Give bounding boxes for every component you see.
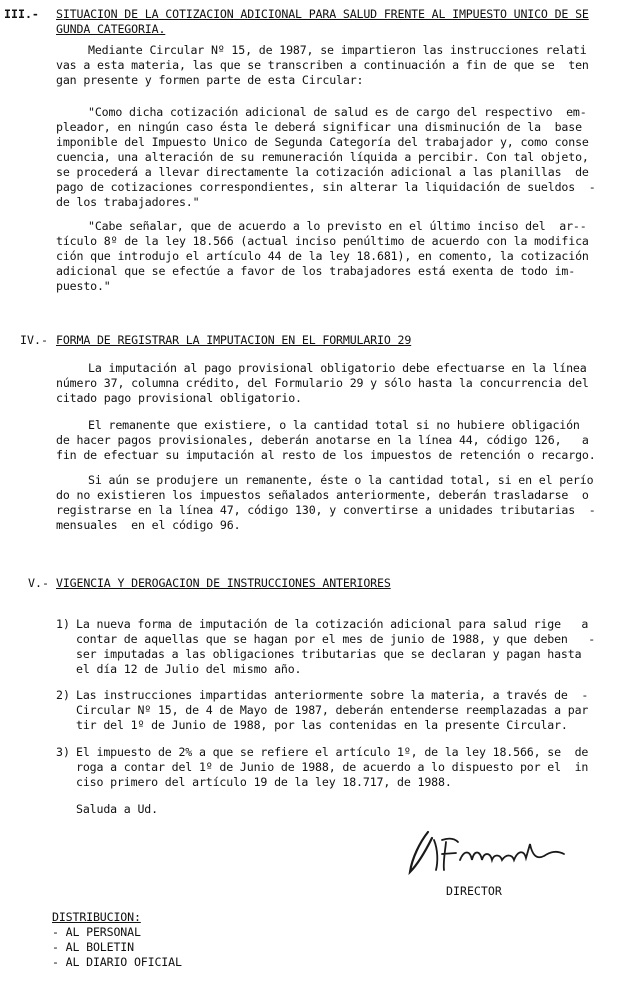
quote-line: se procederá a llevar directamente la cotización adicional a las planillas de <box>56 165 589 179</box>
section-3-quote-1 <box>56 105 596 210</box>
greeting-text: Saluda a Ud. <box>76 802 158 816</box>
list-item-line: ser imputadas a las obligaciones tributarias que se declaran y pagan hasta <box>76 647 582 661</box>
section-4-numeral: IV.- <box>20 333 48 347</box>
quote-line: pleador, en ningún caso ésta le deberá significar una disminución de la base <box>56 120 582 134</box>
paragraph-line: Si aún se produjere un remanente, éste o la cantidad total, si en el perío <box>88 473 594 487</box>
quote-line: imponible del Impuesto Unico de Segunda Categoría del trabajador y, como conse <box>56 135 589 149</box>
section-5-heading <box>56 576 391 591</box>
paragraph-line: El remanente que existiere, o la cantidad total si no hubiere obligación <box>88 418 580 432</box>
section-3-numeral: III.- <box>4 7 39 21</box>
signatory-title: DIRECTOR <box>446 884 502 898</box>
section-4-paragraph-2 <box>56 418 596 463</box>
paragraph-line: de hacer pagos provisionales, deberán anotarse en la línea 44, código 126, a <box>56 433 589 447</box>
list-item-line: roga a contar del 1º de Junio de 1988, de acuerdo a lo dispuesto por el in <box>76 760 589 774</box>
distribution-item: - AL BOLETIN <box>52 940 134 954</box>
list-item-line: el día 12 de Julio del mismo año. <box>76 662 302 676</box>
section-3-heading <box>56 7 589 37</box>
list-item <box>76 745 588 790</box>
quote-line: de los trabajadores." <box>56 195 200 209</box>
section-3-heading-line: GUNDA CATEGORIA. <box>56 22 166 36</box>
paragraph-line: gan presente y formen parte de esta Circular: <box>56 73 364 87</box>
quote-line: pago de cotizaciones correspondientes, sin alterar la liquidación de sueldos - <box>56 180 596 194</box>
section-4-heading-line: FORMA DE REGISTRAR LA IMPUTACION EN EL FORMULARIO 29 <box>56 333 412 347</box>
quote-line: tículo 8º de la ley 18.566 (actual inciso penúltimo de acuerdo con la modifica <box>56 234 589 248</box>
list-item-line: tir del 1º de Junio de 1988, por las contenidas en la presente Circular. <box>76 718 568 732</box>
list-item-line: El impuesto de 2% a que se refiere el artículo 1º, de la ley 18.566, se de <box>76 745 589 759</box>
paragraph-line: Mediante Circular Nº 15, de 1987, se impartieron las instrucciones relati <box>88 43 587 57</box>
paragraph-line: fin de efectuar su imputación al resto de los impuestos de retención o recargo. <box>56 448 596 462</box>
paragraph-line: número 37, columna crédito, del Formulario 29 y sólo hasta la concurrencia del <box>56 376 589 390</box>
section-4-paragraph-3 <box>56 473 596 533</box>
quote-line: puesto." <box>56 279 111 293</box>
quote-line: cuencia, una alteración de su remuneración líquida a percibir. Con tal objeto, <box>56 150 589 164</box>
list-item <box>76 617 595 677</box>
section-3-paragraph-1 <box>56 43 589 88</box>
list-item-line: Circular Nº 15, de 4 de Mayo de 1987, deberán entenderse reemplazadas a par <box>76 703 589 717</box>
paragraph-line: mensuales en el código 96. <box>56 518 241 532</box>
list-item-number: 1) <box>56 617 70 631</box>
distribution-item: - AL DIARIO OFICIAL <box>52 955 182 969</box>
section-4-heading <box>56 333 411 348</box>
list-item-line: Las instrucciones impartidas anteriormente sobre la materia, a través de - <box>76 688 589 702</box>
distribution-item: - AL PERSONAL <box>52 925 141 939</box>
list-item-number: 3) <box>56 745 70 759</box>
quote-line: ción que introdujo el artículo 44 de la ley 18.681), en comento, la cotización <box>56 249 589 263</box>
list-item-line: La nueva forma de imputación de la cotización adicional para salud rige a <box>76 617 589 631</box>
distribution-list <box>52 910 182 970</box>
handwritten-signature <box>398 820 578 880</box>
paragraph-line: do no existieren los impuestos señalados anteriormente, deberán trasladarse o <box>56 488 589 502</box>
list-item-number: 2) <box>56 688 70 702</box>
section-3-quote-2 <box>56 219 589 294</box>
section-5-heading-line: VIGENCIA Y DEROGACION DE INSTRUCCIONES ANTERIORES <box>56 576 391 590</box>
quote-line: adicional que se efectúe a favor de los trabajadores está exenta de todo im- <box>56 264 576 278</box>
paragraph-line: vas a esta materia, las que se transcriben a continuación a fin de que se ten <box>56 58 589 72</box>
distribution-heading: DISTRIBUCION: <box>52 910 141 924</box>
section-4-paragraph-1 <box>56 361 589 406</box>
list-item-line: ciso primero del artículo 19 de la ley 18.717, de 1988. <box>76 775 452 789</box>
paragraph-line: citado pago provisional obligatorio. <box>56 391 302 405</box>
quote-line: "Cabe señalar, que de acuerdo a lo previsto en el último inciso del ar-- <box>88 219 587 233</box>
paragraph-line: registrarse en la línea 47, código 130, y convertirse a unidades tributarias - <box>56 503 596 517</box>
quote-line: "Como dicha cotización adicional de salud es de cargo del respectivo em- <box>88 105 587 119</box>
list-item-line: contar de aquellas que se hagan por el mes de junio de 1988, y que deben - <box>76 632 596 646</box>
closing-greeting <box>76 802 158 817</box>
section-5-numeral: V.- <box>28 576 49 590</box>
section-3-heading-line: SITUACION DE LA COTIZACION ADICIONAL PARA SALUD FRENTE AL IMPUESTO UNICO DE SE <box>56 7 589 21</box>
paragraph-line: La imputación al pago provisional obligatorio debe efectuarse en la línea <box>88 361 587 375</box>
list-item <box>76 688 588 733</box>
